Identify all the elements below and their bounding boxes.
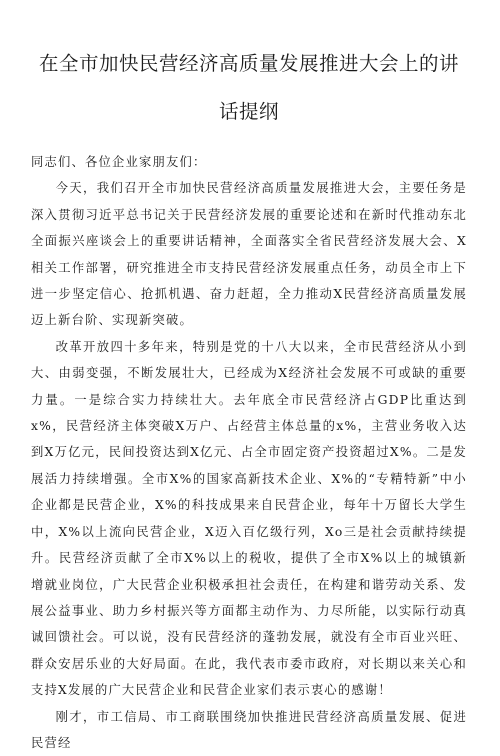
paragraph-intro: 今天，我们召开全市加快民营经济高质量发展推进大会，主要任务是深入贯彻习近平总书记关于民营经济发展的重要论述和在新时代推动东北全面振兴座谈会上的重要讲话精神，全面落实全省民营经济发展大会、X相关工作部署，研究推进全市支持民营经济发展重点任务，动员全市上下进一步坚定信心、抢抓机遇、奋力赶超，全力推动X民营经济高质量发展迈上新台阶、实现新突破。 (31, 181, 467, 328)
salutation: 同志们、各位企业家朋友们： (31, 155, 207, 169)
paragraph-continuation: 刚才，市工信局、市工商联围绕加快推进民营经济高质量发展、促进民营经 (31, 709, 467, 750)
document-title: 在全市加快民营经济高质量发展推进大会上的讲话提纲 (38, 52, 459, 123)
document-page (0, 40, 500, 750)
paragraph-achievements: 改革开放四十多年来，特别是党的十八大以来，全市民营经济从小到大、由弱变强，不断发展壮大，已经成为X经济社会发展不可或缺的重要力量。一是综合实力持续壮大。去年底全市民营经济占GDP比重达到x%，民营经济主体突破X万户、占经营主体总量的x%，主营业务收入达到X万亿元，民间投资达到X亿元、占全市固定资产投资超过X%。二是发展活力持续增强。全市X%的国家高新技术企业、X%的“专精特新”中小企业都是民营企业，X%的科技成果来自民营企业，每年十万留长大学生中，X%以上流向民营企业，X迈入百亿级行列，Xo三是社会贡献持续提升。民营经济贡献了全市X%以上的税收，提供了全市X%以上的城镇新增就业岗位，广大民营企业积极承担社会责任，在构建和谐劳动关系、发展公益事业、助力乡村振兴等方面都主动作为、力尽所能，以实际行动真诚回馈社会。可以说，没有民营经济的蓬勃发展，就没有全市百业兴旺、群众安居乐业的大好局面。在此，我代表市委市政府，对长期以来关心和支持X发展的广大民营企业和民营企业家们表示衷心的感谢！ (31, 339, 467, 698)
